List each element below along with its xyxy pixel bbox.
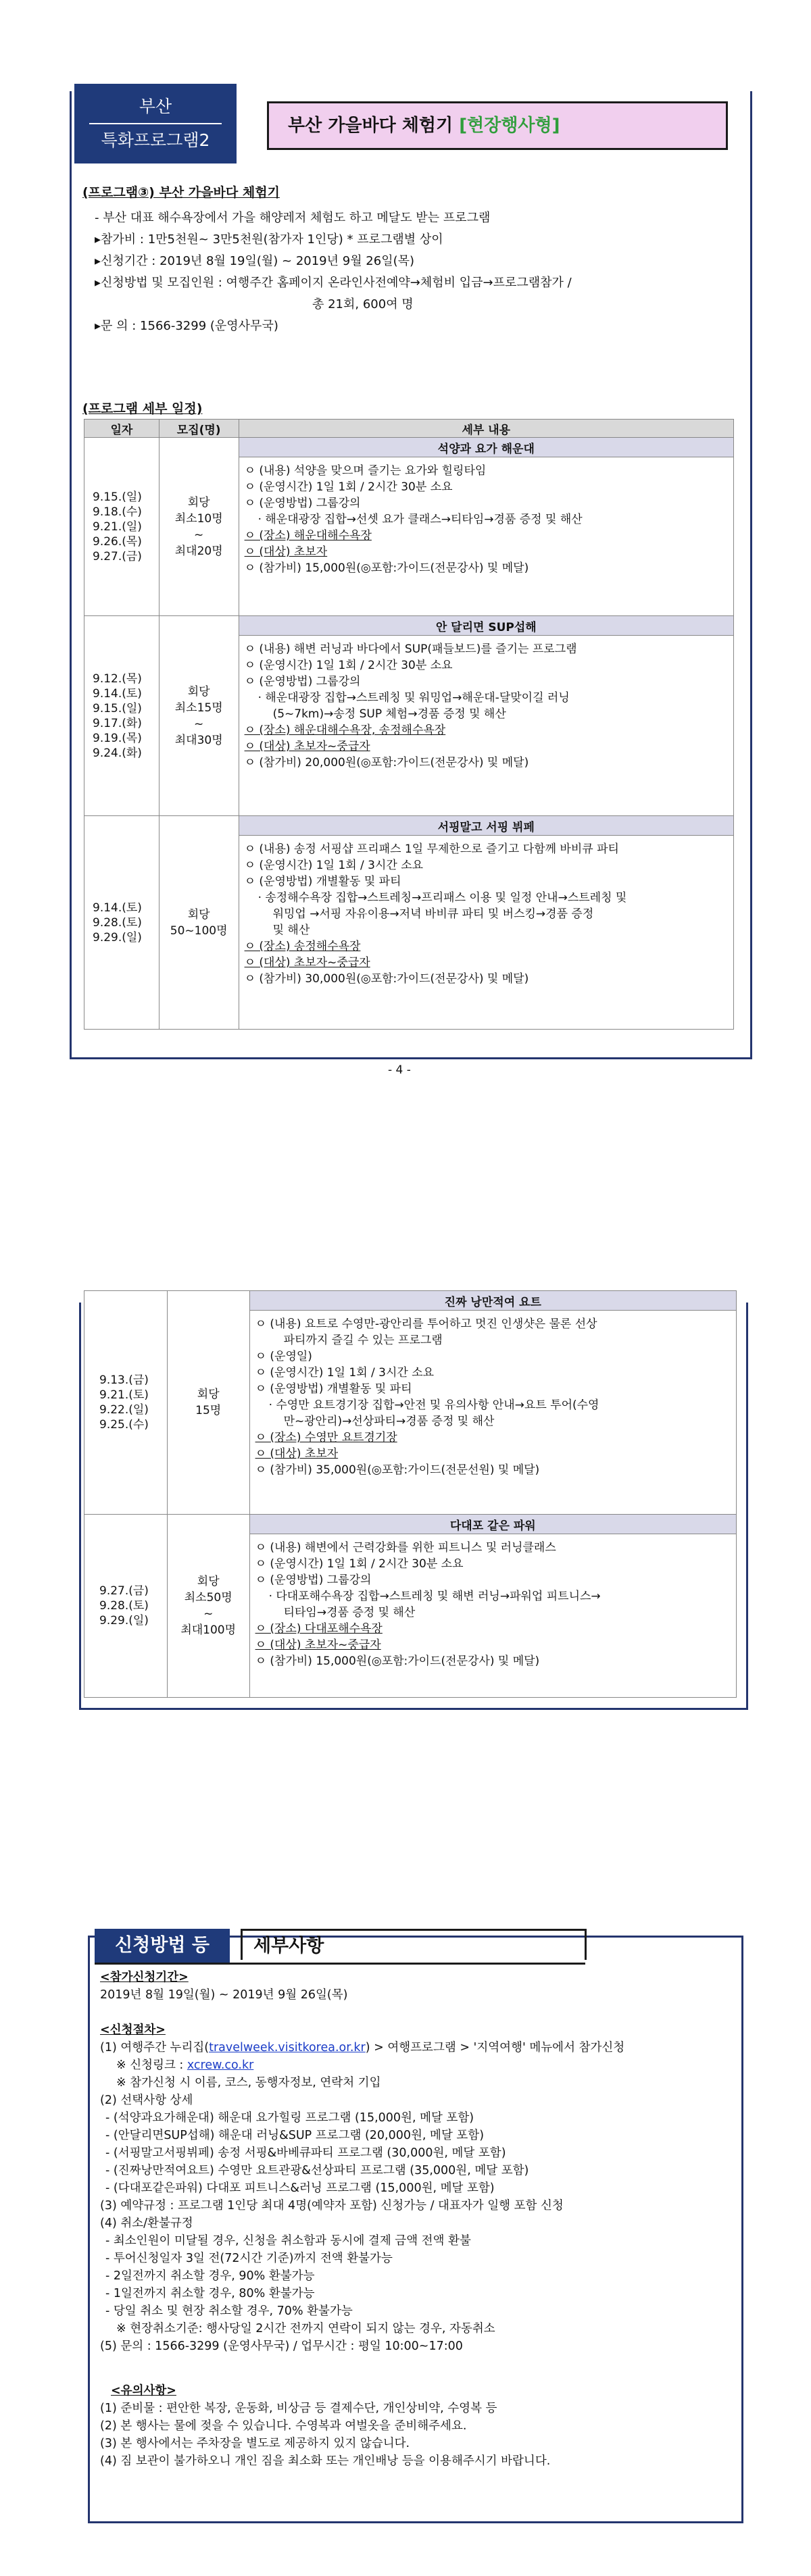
procedure-line: - (안달리면SUP섭해) 해운대 러닝&SUP 프로그램 (20,000원, 메달 포함) [105, 2129, 485, 2142]
people-line: 회당 [187, 495, 210, 509]
detail-line: ㅇ (운영일) [255, 1350, 312, 1363]
people-line: ~ [194, 717, 204, 731]
overview-line: ▸문 의 : 1566-3299 (운영사무국) [95, 319, 278, 333]
program-name: 서핑말고 서핑 뷔페 [239, 816, 733, 836]
detail-line: ㅇ (운영방법) 개별활동 및 파티 [255, 1382, 412, 1396]
detail-line: ㅇ (장소) 해운대해수욕장, 송정해수욕장 [244, 724, 446, 737]
program-title-tag: [현장행사형] [459, 116, 560, 136]
detail-line: ㅇ (대상) 초보자 [255, 1447, 339, 1461]
detail-line: ㅇ (장소) 송정해수욕장 [244, 940, 361, 953]
detail-line: ㅇ (운영시간) 1일 1회 / 3시간 소요 [255, 1366, 435, 1380]
notes-title: <유의사항> [111, 2384, 176, 2398]
date-item: 9.27.(금) [99, 1584, 149, 1598]
detail-line: ㅇ (참가비) 15,000원(◎포함:가이드(전문강사) 및 메달) [244, 561, 529, 575]
people-cell [159, 616, 239, 816]
badge-line2: 특화프로그램2 [101, 130, 210, 150]
procedure-text: (1) 여행주간 누리집( [100, 2041, 210, 2054]
period-value: 2019년 8월 19일(월) ~ 2019년 9월 26일(목) [100, 1988, 348, 2002]
overview-line: ▸신청방법 및 모집인원 : 여행주간 홈페이지 온라인사전예약→체험비 입금→프로그램참가 / [95, 276, 572, 290]
badge-line1: 부산 [139, 97, 172, 116]
apply-section [100, 1969, 624, 2470]
people-line: 최소15명 [174, 701, 223, 715]
detail-line: ㅇ (참가비) 15,000원(◎포함:가이드(전문강사) 및 메달) [255, 1655, 540, 1668]
section-header-underline [95, 1963, 585, 1965]
detail-line: ㅇ (대상) 초보자~중급자 [244, 740, 370, 753]
detail-line: 티타임→경품 증정 및 해산 [283, 1606, 416, 1619]
schedule-table-continued [84, 1290, 737, 1698]
program-title-main: 부산 가을바다 체험기 [288, 116, 460, 136]
procedure-line: - 투어신청일자 3일 전(72시간 기준)까지 전액 환불가능 [105, 2252, 393, 2265]
date-item: 9.13.(금) [99, 1373, 149, 1387]
procedure-line: - (다대포같은파워) 다대포 피트니스&러닝 프로그램 (15,000원, 메달 포함) [105, 2181, 495, 2195]
date-item: 9.15.(일) [93, 490, 142, 504]
detail-line: ㅇ (내용) 해변에서 근력강화를 위한 피트니스 및 러닝클래스 [255, 1541, 556, 1555]
overview-line: 총 21회, 600여 명 [312, 297, 414, 311]
people-line: 최소50명 [184, 1591, 232, 1605]
date-item: 9.28.(토) [99, 1599, 149, 1613]
col-header-detail: 세부 내용 [239, 420, 733, 438]
detail-line: ㅇ (운영방법) 그룹강의 [255, 1573, 372, 1587]
procedure-line: - (진짜낭만적여요트) 수영만 요트관광&선상파티 프로그램 (35,000원, 메달 포함) [105, 2164, 529, 2177]
people-line: 회당 [197, 1575, 220, 1588]
date-item: 9.21.(토) [99, 1388, 149, 1402]
detail-line: ㅇ (참가비) 20,000원(◎포함:가이드(전문강사) 및 메달) [244, 756, 529, 769]
table-header-row [84, 420, 734, 438]
schedule-title: (프로그램 세부 일정) [82, 401, 203, 416]
people-line: 최대20명 [174, 544, 223, 558]
detail-line: (5~7km)→송정 SUP 체험→경품 증정 및 해산 [272, 707, 506, 721]
program-detail [239, 457, 733, 616]
overview-line: - 부산 대표 해수욕장에서 가을 해양레저 체험도 하고 메달도 받는 프로그램 [95, 211, 491, 225]
date-cell [84, 438, 159, 616]
detail-line: ㅇ (운영시간) 1일 1회 / 2시간 30분 소요 [244, 659, 453, 672]
date-cell [84, 816, 159, 1030]
detail-line: ㅇ (대상) 초보자~중급자 [244, 956, 370, 969]
program-detail [249, 1534, 736, 1698]
people-line: 15명 [195, 1404, 222, 1417]
date-item: 9.28.(토) [93, 915, 142, 930]
people-line: 최소10명 [174, 511, 223, 526]
people-line: ~ [203, 1607, 214, 1621]
procedure-line: ※ 현장취소기준: 행사당일 2시간 전까지 연락이 되지 않는 경우, 자동취소 [116, 2322, 495, 2335]
procedure-line: - 1일전까지 취소할 경우, 80% 환불가능 [105, 2287, 315, 2300]
detail-line: ㅇ (대상) 초보자 [244, 545, 328, 559]
detail-line: ㅇ (내용) 석양을 맞으며 즐기는 요가와 힐링타임 [244, 464, 487, 478]
detail-line: ㅇ (운영시간) 1일 1회 / 3시간 소요 [244, 859, 424, 872]
procedure-line: - (석양과요가해운대) 해운대 요가힐링 프로그램 (15,000원, 메달 포함) [105, 2111, 474, 2125]
date-cell [84, 1291, 168, 1515]
note-line: (1) 준비물 : 편안한 복장, 운동화, 비상금 등 결제수단, 개인상비약, 수영복 등 [100, 2402, 497, 2415]
schedule-table [84, 419, 734, 1030]
date-cell [84, 1515, 168, 1698]
signup-link-label: ※ 신청링크 : [116, 2059, 187, 2072]
note-line: (4) 짐 보관이 불가하오니 개인 짐을 최소화 또는 개인배낭 등을 이용해주시기 바랍니다. [100, 2454, 551, 2468]
people-line: 회당 [187, 684, 210, 699]
table-row [84, 1515, 737, 1534]
program-name: 안 달리면 SUP섭해 [239, 616, 733, 636]
date-item: 9.17.(화) [93, 716, 142, 730]
detail-line: ㅇ (운영시간) 1일 1회 / 2시간 30분 소요 [255, 1557, 464, 1571]
col-header-date: 일자 [84, 420, 159, 438]
date-item: 9.14.(토) [93, 686, 142, 701]
date-item: 9.15.(일) [93, 701, 142, 715]
date-item: 9.25.(수) [99, 1418, 149, 1432]
procedure-line [100, 2039, 624, 2056]
program-badge [74, 84, 237, 163]
detail-line: · 해운대광장 집합→선셋 요가 클래스→티타임→경품 증정 및 해산 [257, 513, 583, 526]
procedure-line: - 당일 취소 및 현장 취소할 경우, 70% 환불가능 [105, 2304, 353, 2318]
people-line: 회당 [187, 907, 210, 921]
procedure-line: (3) 예약규정 : 프로그램 1인당 최대 4명(예약자 포함) 신청가능 / 대표자가 일행 포함 신청 [100, 2199, 564, 2213]
date-item: 9.22.(일) [99, 1403, 149, 1417]
detail-line: 및 해산 [272, 924, 310, 937]
detail-line: ㅇ (운영시간) 1일 1회 / 2시간 30분 소요 [244, 480, 453, 494]
col-header-people: 모집(명) [159, 420, 239, 438]
overview-line: ▸신청기간 : 2019년 8월 19일(월) ~ 2019년 9월 26일(목) [95, 254, 415, 268]
people-line: 최대30명 [174, 733, 223, 747]
procedure-text: ) > 여행프로그램 > '지역여행' 메뉴에서 참가신청 [365, 2041, 625, 2054]
people-cell [159, 816, 239, 1030]
period-title: <참가신청기간> [100, 1971, 189, 1984]
detail-line: · 송정해수욕장 집합→스트레칭→프리패스 이용 및 일정 안내→스트레칭 및 [257, 891, 627, 905]
section-header-left: 신청방법 등 [95, 1929, 230, 1963]
table-row [84, 616, 734, 636]
detail-line: · 해운대광장 집합→스트레칭 및 워밍업→해운대-달맞이길 러닝 [257, 691, 570, 705]
procedure-line: - (서핑말고서핑뷔페) 송정 서핑&바베큐파티 프로그램 (30,000원, 메달 포함) [105, 2146, 506, 2160]
people-line: 최대100명 [180, 1623, 237, 1637]
date-item: 9.29.(일) [93, 930, 142, 944]
procedure-line: - 최소인원이 미달될 경우, 신청을 취소함과 동시에 결제 금액 전액 환불 [105, 2234, 471, 2248]
people-line: ~ [194, 528, 204, 542]
travelweek-link[interactable]: travelweek.visitkorea.or.kr [209, 2041, 366, 2054]
date-item: 9.27.(금) [93, 549, 142, 563]
date-item: 9.18.(수) [93, 505, 142, 519]
date-cell [84, 616, 159, 816]
program-detail [249, 1311, 736, 1515]
detail-line: · 수영만 요트경기장 집합→안전 및 유의사항 안내→요트 투어(수영 [268, 1398, 599, 1412]
date-item: 9.26.(목) [93, 534, 142, 549]
people-line: 회당 [197, 1388, 220, 1401]
procedure-line: (2) 선택사항 상세 [100, 2094, 193, 2107]
procedure-line: (5) 문의 : 1566-3299 (운영사무국) / 업무시간 : 평일 10:00~17:00 [100, 2340, 463, 2353]
program-detail [239, 636, 733, 816]
program-name: 진짜 낭만적여 요트 [249, 1291, 736, 1311]
detail-line: ㅇ (참가비) 35,000원(◎포함:가이드(전문선원) 및 메달) [255, 1463, 540, 1477]
detail-line: 파티까지 즐길 수 있는 프로그램 [283, 1334, 443, 1347]
detail-line: ㅇ (장소) 해운대해수욕장 [244, 529, 372, 542]
date-item: 9.12.(목) [93, 672, 142, 686]
detail-line: ㅇ (대상) 초보자~중급자 [255, 1638, 381, 1652]
table-row [84, 1291, 737, 1311]
people-cell [167, 1291, 249, 1515]
detail-line: ㅇ (내용) 송정 서핑샵 프리패스 1일 무제한으로 즐기고 다함께 바비큐 파티 [244, 842, 619, 856]
table-row [84, 438, 734, 457]
signup-link-line [100, 2056, 624, 2074]
date-item: 9.19.(목) [93, 731, 142, 745]
table-row [84, 816, 734, 836]
people-cell [167, 1515, 249, 1698]
date-item: 9.29.(일) [99, 1614, 149, 1627]
section-header-right: 세부사항 [241, 1929, 587, 1960]
date-item: 9.14.(토) [93, 901, 142, 915]
page-number: - 4 - [388, 1063, 411, 1077]
detail-line: ㅇ (운영방법) 개별활동 및 파티 [244, 875, 401, 888]
detail-line: · 다대포해수욕장 집합→스트레칭 및 해변 러닝→파워업 피트니스→ [268, 1590, 601, 1603]
detail-line: ㅇ (참가비) 30,000원(◎포함:가이드(전문강사) 및 메달) [244, 972, 529, 986]
detail-line: 워밍업 →서핑 자유이용→저녁 바비큐 파티 및 버스킹→경품 증정 [272, 907, 594, 921]
xcrew-link[interactable]: xcrew.co.kr [187, 2059, 254, 2072]
note-line: (3) 본 행사에서는 주차장을 별도로 제공하지 있지 않습니다. [100, 2437, 410, 2450]
program-title [267, 101, 728, 150]
detail-line: ㅇ (내용) 해변 러닝과 바다에서 SUP(패들보드)를 즐기는 프로그램 [244, 642, 577, 656]
detail-line: ㅇ (장소) 수영만 요트경기장 [255, 1431, 397, 1444]
date-item: 9.24.(화) [93, 746, 142, 760]
overview-line: ▸참가비 : 1만5천원~ 3만5천원(참가자 1인당) * 프로그램별 상이 [95, 232, 443, 247]
program-name: 다대포 같은 파워 [249, 1515, 736, 1534]
detail-line: ㅇ (내용) 요트로 수영만-광안리를 투어하고 멋진 인생샷은 물론 선상 [255, 1317, 597, 1331]
people-line: 50~100명 [170, 924, 228, 938]
overview-title: (프로그램③) 부산 가을바다 체험기 [82, 185, 280, 200]
date-item: 9.21.(일) [93, 520, 142, 534]
program-detail [239, 836, 733, 1030]
note-line: (2) 본 행사는 물에 젖을 수 있습니다. 수영복과 여벌옷을 준비해주세요. [100, 2419, 467, 2433]
procedure-line: - 2일전까지 취소할 경우, 90% 환불가능 [105, 2269, 315, 2283]
procedure-line: ※ 참가신청 시 이름, 코스, 동행자정보, 연락처 기입 [116, 2076, 381, 2090]
detail-line: ㅇ (운영방법) 그룹강의 [244, 675, 361, 688]
detail-line: ㅇ (운영방법) 그룹강의 [244, 497, 361, 510]
procedure-title: <신청절차> [100, 2023, 166, 2037]
detail-line: ㅇ (장소) 다대포해수욕장 [255, 1622, 383, 1636]
procedure-line: (4) 취소/환불규정 [100, 2217, 193, 2230]
detail-line: 만~광안리)→선상파티→경품 증정 및 해산 [283, 1415, 495, 1428]
program-name: 석양과 요가 해운대 [239, 438, 733, 457]
people-cell [159, 438, 239, 616]
